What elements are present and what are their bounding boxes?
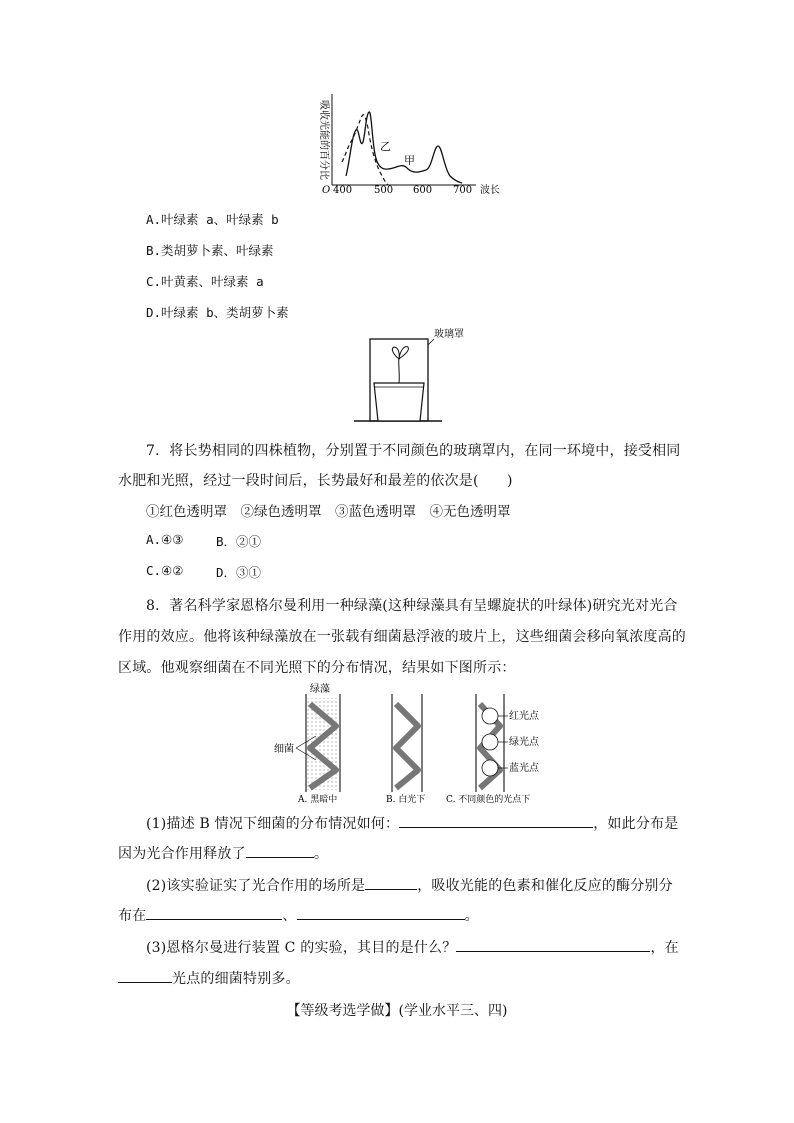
- q8-part3-line1: [146, 937, 679, 957]
- q8-stem-line3: 区域。他观察细菌在不同光照下的分布情况，结果如下图所示：: [118, 660, 516, 676]
- q6-option-a: A.叶绿素 a、叶绿素 b: [146, 212, 279, 227]
- red-light-spot: [482, 708, 498, 724]
- q6-option-b: B.类胡萝卜素、叶绿素: [146, 243, 274, 258]
- blue-light-label: 蓝光点: [509, 763, 539, 774]
- panel-c: [476, 694, 508, 792]
- q8-stem-line1: 8．著名科学家恩格尔曼利用一种绿藻(这种绿藻具有呈螺旋状的叶绿体)研究光对光合: [146, 598, 678, 614]
- q8-part2-text: 。: [464, 908, 479, 924]
- caption-b: B. 白光下: [386, 795, 426, 805]
- q8-part1-line2: [118, 843, 328, 863]
- q8-part1-text: 。: [313, 846, 329, 862]
- x-axis-label: 波长: [480, 185, 500, 196]
- q7-option-c: C.④②: [146, 563, 184, 578]
- q8-part2-text: 、: [282, 908, 297, 924]
- chart-ylabel: 吸收光能的百分比: [318, 100, 329, 180]
- q8-part1-text: (1)描述 B 情况下细菌的分布情况如何：: [146, 816, 400, 832]
- q7-stem-line1: 7．将长势相同的四株植物，分别置于不同颜色的玻璃罩内，在同一环境中，接受相同: [146, 443, 681, 459]
- q6-option-d: D.叶绿素 b、类胡萝卜素: [146, 305, 289, 320]
- green-light-spot: [482, 734, 498, 750]
- q8-part2-text: ，吸收光能的色素和催化反应的酶分别分: [417, 878, 673, 894]
- answer-blank[interactable]: [456, 937, 650, 952]
- red-light-label: 红光点: [509, 711, 539, 722]
- q8-part3-text: ，在: [650, 940, 679, 956]
- q8-part1-text: 因为光合作用释放了: [118, 846, 246, 862]
- q7-items: ①红色透明罩 ②绿色透明罩 ③蓝色透明罩 ④无色透明罩: [146, 504, 511, 520]
- series-jia-line: [346, 112, 462, 183]
- x-tick-label: 500: [374, 185, 394, 196]
- answer-blank[interactable]: [246, 843, 314, 858]
- series-jia-label: 甲: [404, 154, 415, 167]
- caption-c: C. 不同颜色的光点下: [446, 795, 531, 805]
- q8-part2-line1: [146, 875, 673, 895]
- caption-a: A. 黑暗中: [298, 795, 338, 805]
- q8-part2-text: (2)该实验证实了光合作用的场所是: [146, 878, 366, 894]
- q7-option-a: A.④③: [146, 532, 184, 547]
- q7-option-d: D．③①: [216, 565, 262, 580]
- absorption-chart: [308, 90, 508, 202]
- origin-label: O: [322, 185, 331, 196]
- panel-a: [306, 694, 340, 792]
- q8-part3-text: 光点的细菌特别多。: [172, 971, 300, 987]
- x-tick-label: 700: [453, 185, 473, 196]
- q8-part2-line2: [118, 905, 479, 925]
- series-yi-label: 乙: [380, 140, 391, 153]
- q7-option-b: B．②①: [216, 534, 262, 549]
- plant-leaf: [392, 347, 399, 359]
- x-tick-label: 400: [333, 185, 353, 196]
- x-tick-label: 600: [413, 185, 433, 196]
- plant-leaf: [399, 347, 408, 359]
- answer-blank[interactable]: [146, 905, 282, 920]
- alga-label: 绿藻: [310, 684, 330, 695]
- q8-part1-line1: [146, 813, 678, 833]
- glass-cover-figure: [350, 325, 480, 425]
- section-heading: 【等级考选学做】(学业水平三、四): [286, 1003, 508, 1019]
- q8-part1-text: ，如此分布是: [593, 816, 679, 832]
- answer-blank[interactable]: [365, 875, 417, 890]
- alga-spiral: [396, 704, 418, 788]
- bacteria-label: 细菌: [274, 744, 294, 755]
- q7-stem-line2: 水肥和光照，经过一段时间后，长势最好和最差的依次是( ): [118, 473, 513, 489]
- q8-part2-text: 布在: [118, 908, 147, 924]
- engelmann-figure: [270, 680, 570, 808]
- panel-b: [392, 694, 422, 792]
- q8-part3-line2: [118, 968, 300, 988]
- flower-pot: [374, 383, 424, 421]
- green-light-label: 绿光点: [509, 737, 539, 748]
- answer-blank[interactable]: [118, 968, 172, 983]
- q6-option-c: C.叶黄素、叶绿素 a: [146, 274, 264, 289]
- answer-blank[interactable]: [399, 813, 593, 828]
- glass-cover-label: 玻璃罩: [434, 329, 464, 340]
- q8-part3-text: (3)恩格尔曼进行装置 C 的实验，其目的是什么？: [146, 940, 457, 956]
- answer-blank[interactable]: [297, 905, 465, 920]
- blue-light-spot: [482, 760, 498, 776]
- q8-stem-line2: 作用的效应。他将该种绿藻放在一张载有细菌悬浮液的玻片上，这些细菌会移向氧浓度高的: [118, 629, 686, 645]
